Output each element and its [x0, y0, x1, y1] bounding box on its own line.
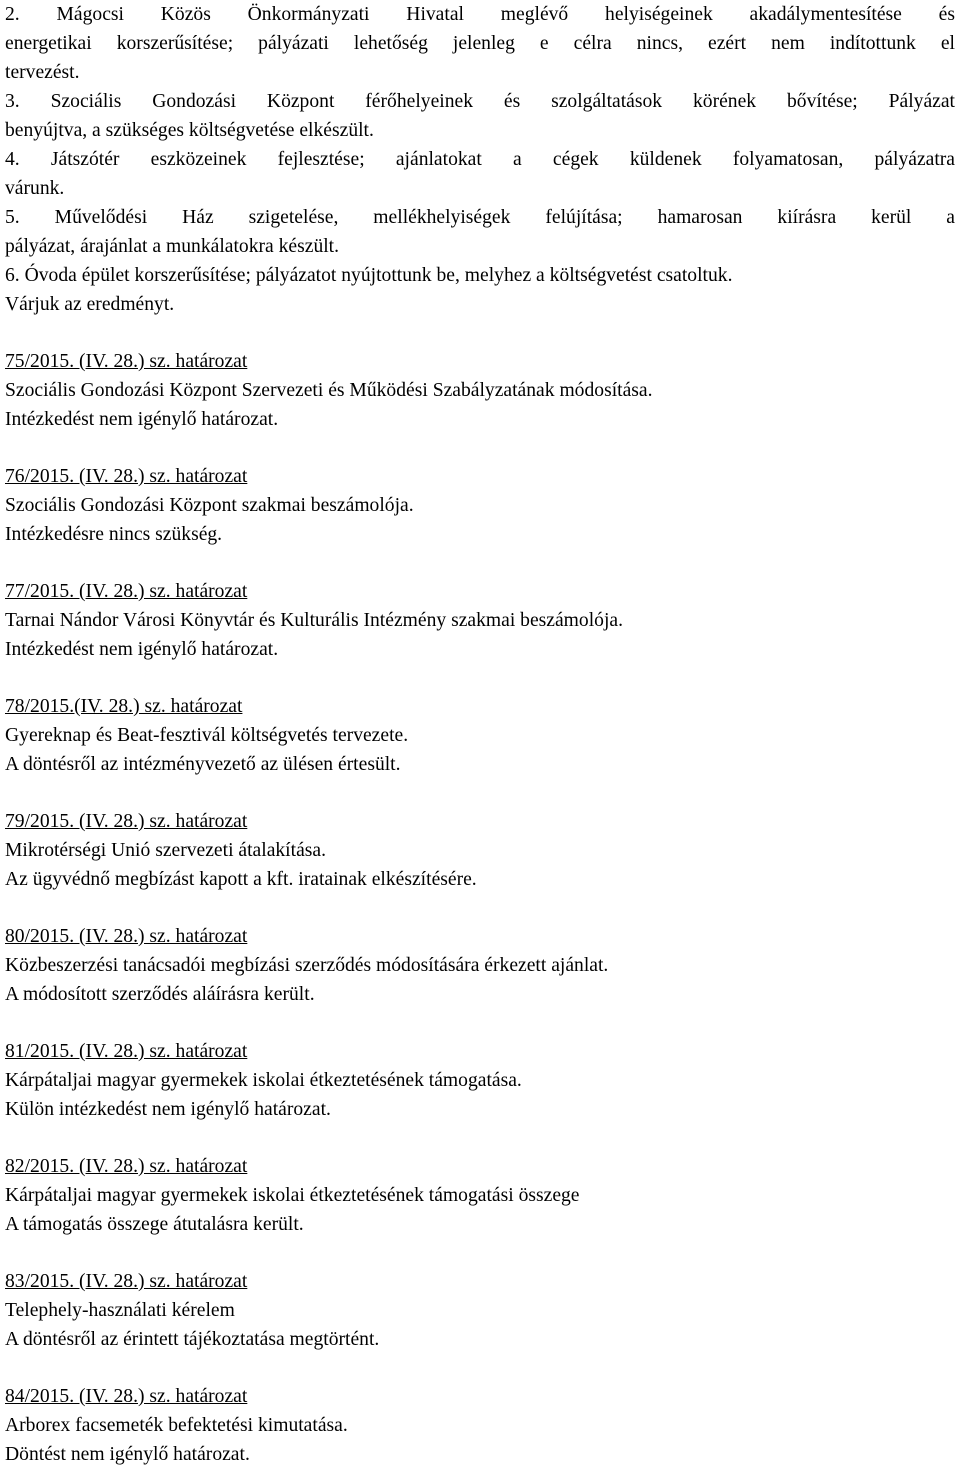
resolution-number: 77/2015. (IV. 28.) sz. határozat — [5, 581, 248, 602]
resolution-outcome: A támogatás összege átutalásra került. — [5, 1214, 304, 1235]
resolution-outcome: A döntésről az érintett tájékoztatása megtörtént. — [5, 1329, 380, 1350]
intro-item-2-line-3: tervezést. — [5, 62, 80, 83]
resolution-number: 81/2015. (IV. 28.) sz. határozat — [5, 1041, 248, 1062]
resolution-outcome: Intézkedést nem igénylő határozat. — [5, 409, 279, 430]
intro-item-4-line-2: várunk. — [5, 178, 65, 199]
resolution-subject: Telephely-használati kérelem — [5, 1300, 235, 1321]
intro-item-2-line-2: energetikai korszerűsítése; pályázati lehetőség jelenleg e célra nincs, ezért nem indítottunk el — [5, 33, 955, 54]
resolution-number: 83/2015. (IV. 28.) sz. határozat — [5, 1271, 248, 1292]
resolution-subject: Kárpátaljai magyar gyermekek iskolai étkeztetésének támogatása. — [5, 1070, 522, 1091]
intro-item-6-line-1: 6. Óvoda épület korszerűsítése; pályázatot nyújtottunk be, melyhez a költségvetést csatoltuk. — [5, 265, 733, 286]
resolution-number: 80/2015. (IV. 28.) sz. határozat — [5, 926, 248, 947]
resolution-subject: Szociális Gondozási Központ szakmai beszámolója. — [5, 495, 414, 516]
intro-item-5-line-2: pályázat, árajánlat a munkálatokra készült. — [5, 236, 340, 257]
resolution-number: 82/2015. (IV. 28.) sz. határozat — [5, 1156, 248, 1177]
resolution-outcome: Intézkedésre nincs szükség. — [5, 524, 223, 545]
resolution-number: 75/2015. (IV. 28.) sz. határozat — [5, 351, 248, 372]
resolution-subject: Tarnai Nándor Városi Könyvtár és Kulturális Intézmény szakmai beszámolója. — [5, 610, 623, 631]
intro-item-3-line-1: 3. Szociális Gondozási Központ férőhelyeinek és szolgáltatások körének bővítése; Pályázat — [5, 91, 955, 112]
resolution-number: 79/2015. (IV. 28.) sz. határozat — [5, 811, 248, 832]
resolution-subject: Arborex facsemeték befektetési kimutatása. — [5, 1415, 348, 1436]
resolution-subject: Gyereknap és Beat-fesztivál költségvetés tervezete. — [5, 725, 409, 746]
resolution-outcome: A döntésről az intézményvezető az ülésen értesült. — [5, 754, 401, 775]
resolution-outcome: Intézkedést nem igénylő határozat. — [5, 639, 279, 660]
intro-item-5-line-1: 5. Művelődési Ház szigetelése, mellékhelyiségek felújítása; hamarosan kiírásra kerül a — [5, 207, 955, 228]
intro-item-4-line-1: 4. Játszótér eszközeinek fejlesztése; ajánlatokat a cégek küldenek folyamatosan, pályázatra — [5, 149, 955, 170]
intro-item-2-line-1: 2. Mágocsi Közös Önkormányzati Hivatal meglévő helyiségeinek akadálymentesítése és — [5, 4, 955, 25]
resolution-subject: Mikrotérségi Unió szervezeti átalakítása. — [5, 840, 326, 861]
resolution-subject: Kárpátaljai magyar gyermekek iskolai étkeztetésének támogatási összege — [5, 1185, 580, 1206]
resolution-outcome: Külön intézkedést nem igénylő határozat. — [5, 1099, 331, 1120]
resolution-number: 76/2015. (IV. 28.) sz. határozat — [5, 466, 248, 487]
resolution-subject: Szociális Gondozási Központ Szervezeti és Működési Szabályzatának módosítása. — [5, 380, 653, 401]
resolution-number: 84/2015. (IV. 28.) sz. határozat — [5, 1386, 248, 1407]
intro-item-3-line-2: benyújtva, a szükséges költségvetése elkészült. — [5, 120, 374, 141]
intro-item-6-line-2: Várjuk az eredményt. — [5, 294, 175, 315]
resolution-outcome: Az ügyvédnő megbízást kapott a kft. iratainak elkészítésére. — [5, 869, 477, 890]
resolution-outcome: Döntést nem igénylő határozat. — [5, 1444, 250, 1465]
resolution-subject: Közbeszerzési tanácsadói megbízási szerződés módosítására érkezett ajánlat. — [5, 955, 609, 976]
resolution-outcome: A módosított szerződés aláírásra került. — [5, 984, 315, 1005]
resolution-number: 78/2015.(IV. 28.) sz. határozat — [5, 696, 243, 717]
